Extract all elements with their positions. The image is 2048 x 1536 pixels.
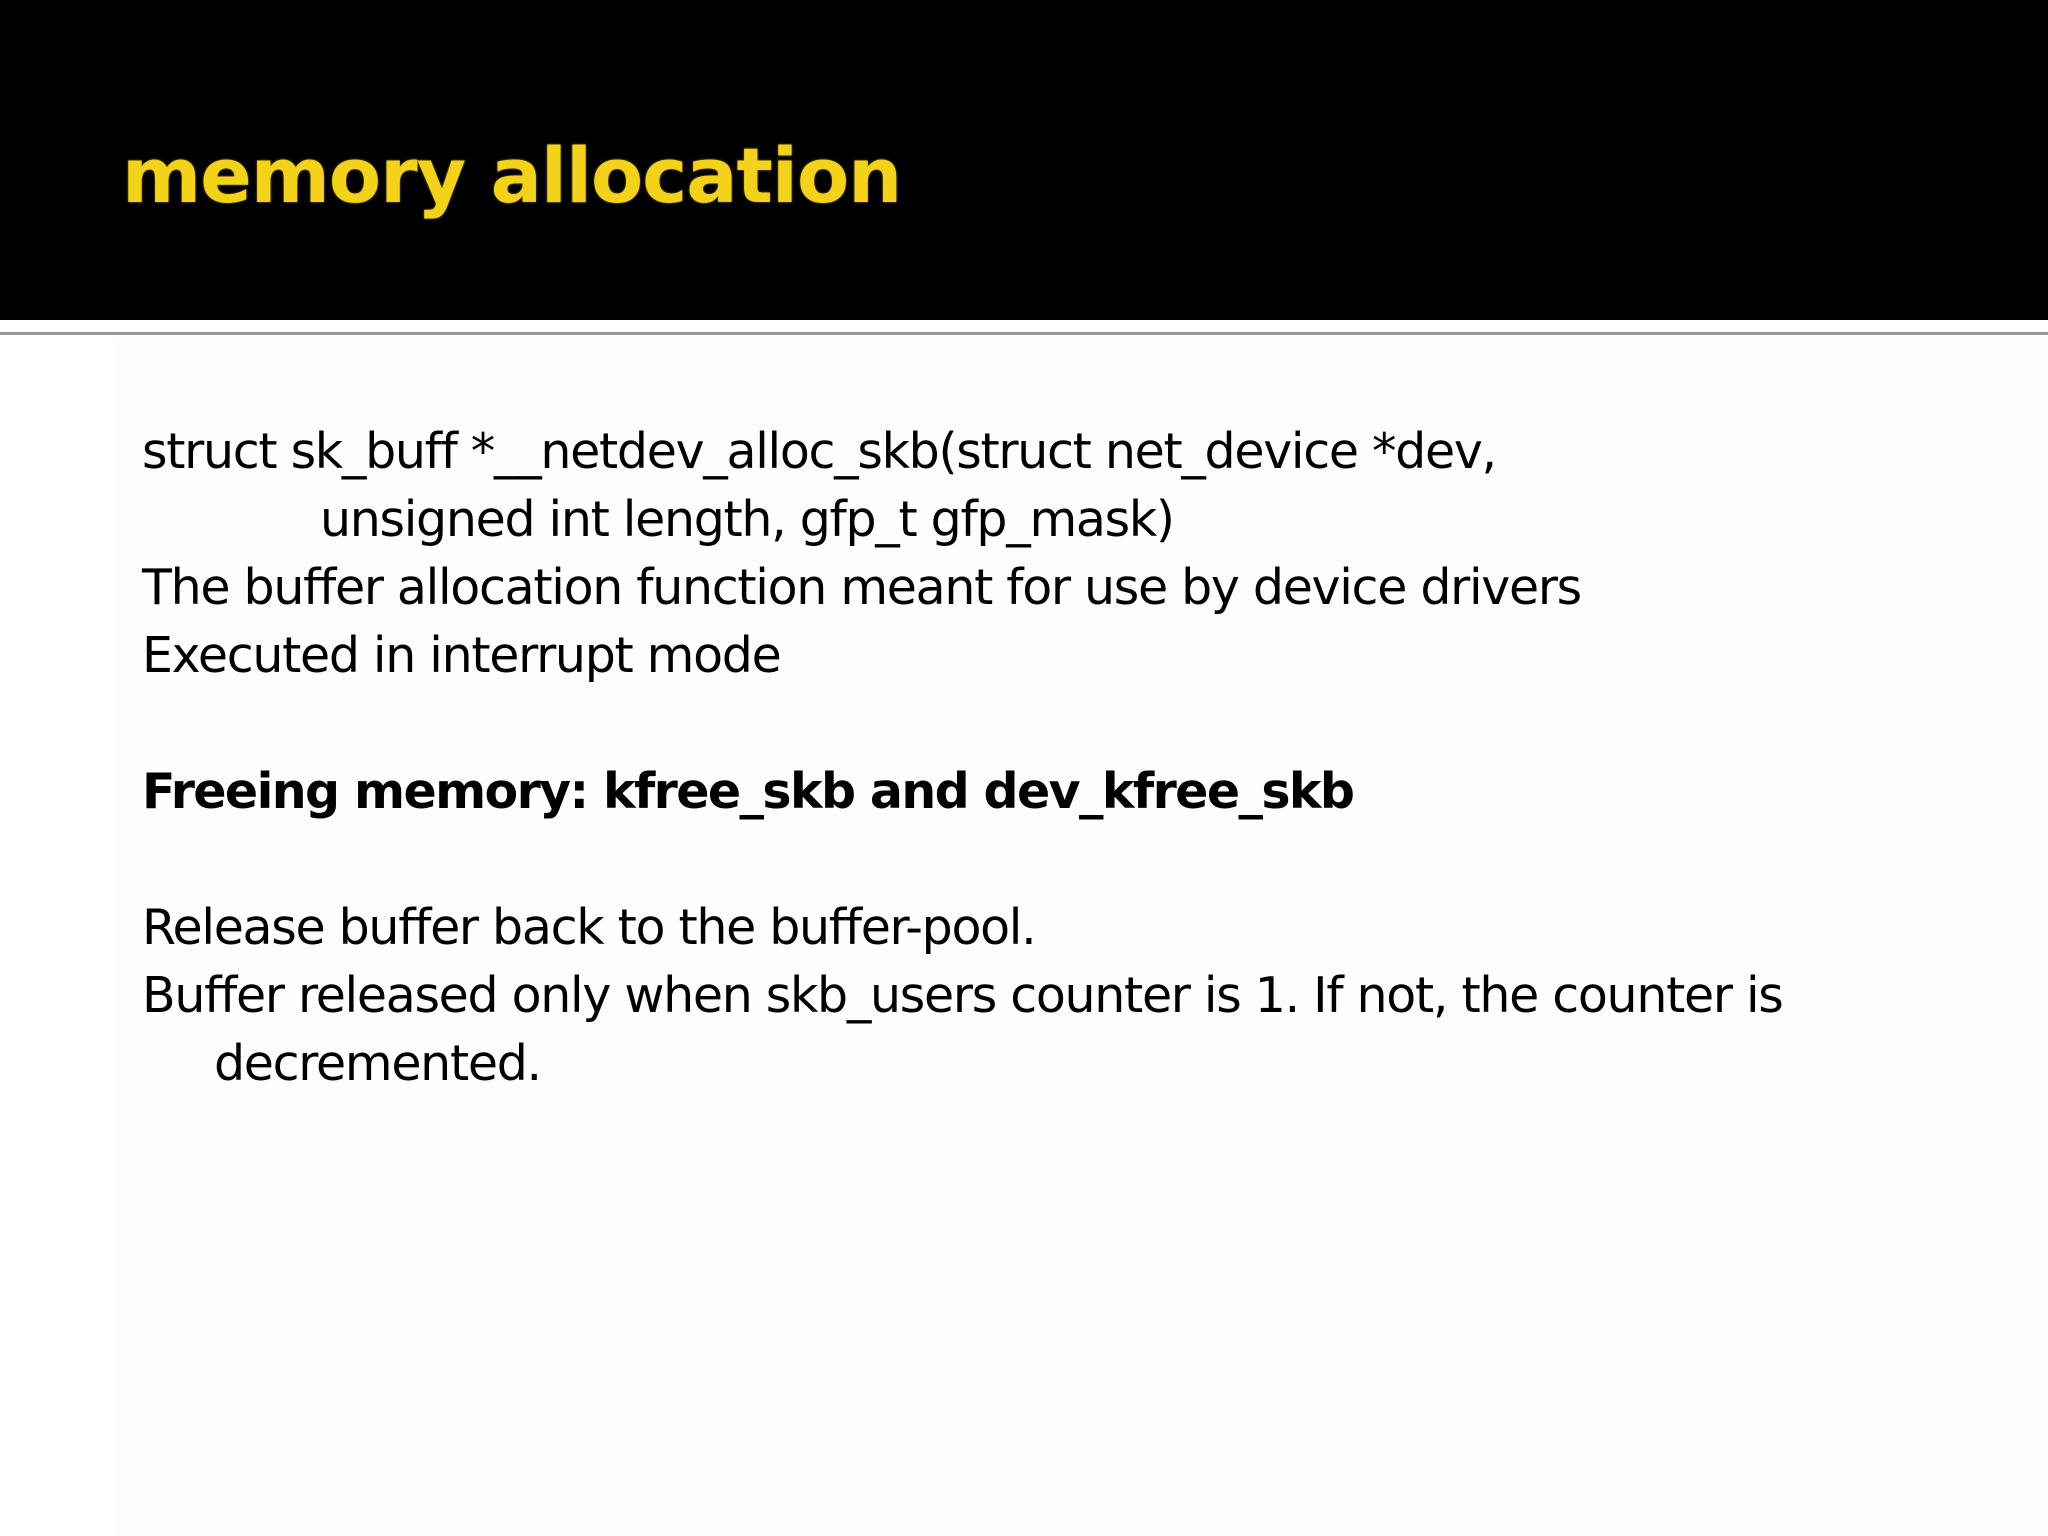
slide-title: memory allocation (122, 131, 902, 220)
spacer (142, 826, 1982, 894)
slide-body (142, 418, 1982, 1098)
execution-mode: Executed in interrupt mode (142, 627, 781, 684)
release-condition-line-2: decremented. (214, 1035, 541, 1092)
title-bar (0, 0, 2048, 320)
spacer (142, 690, 1982, 758)
function-signature-line-1: struct sk_buff *__netdev_alloc_skb(struct net_device *dev, (142, 423, 1496, 480)
title-divider (0, 332, 2048, 335)
release-buffer-text: Release buffer back to the buffer-pool. (142, 899, 1036, 956)
function-signature-line-2: unsigned int length, gfp_t gfp_mask) (320, 491, 1174, 548)
function-description: The buffer allocation function meant for use by device drivers (142, 559, 1581, 616)
freeing-memory-heading: Freeing memory: kfree_skb and dev_kfree_skb (142, 763, 1354, 820)
release-condition-line-1: Buffer released only when skb_users counter is 1. If not, the counter is (142, 967, 1783, 1024)
